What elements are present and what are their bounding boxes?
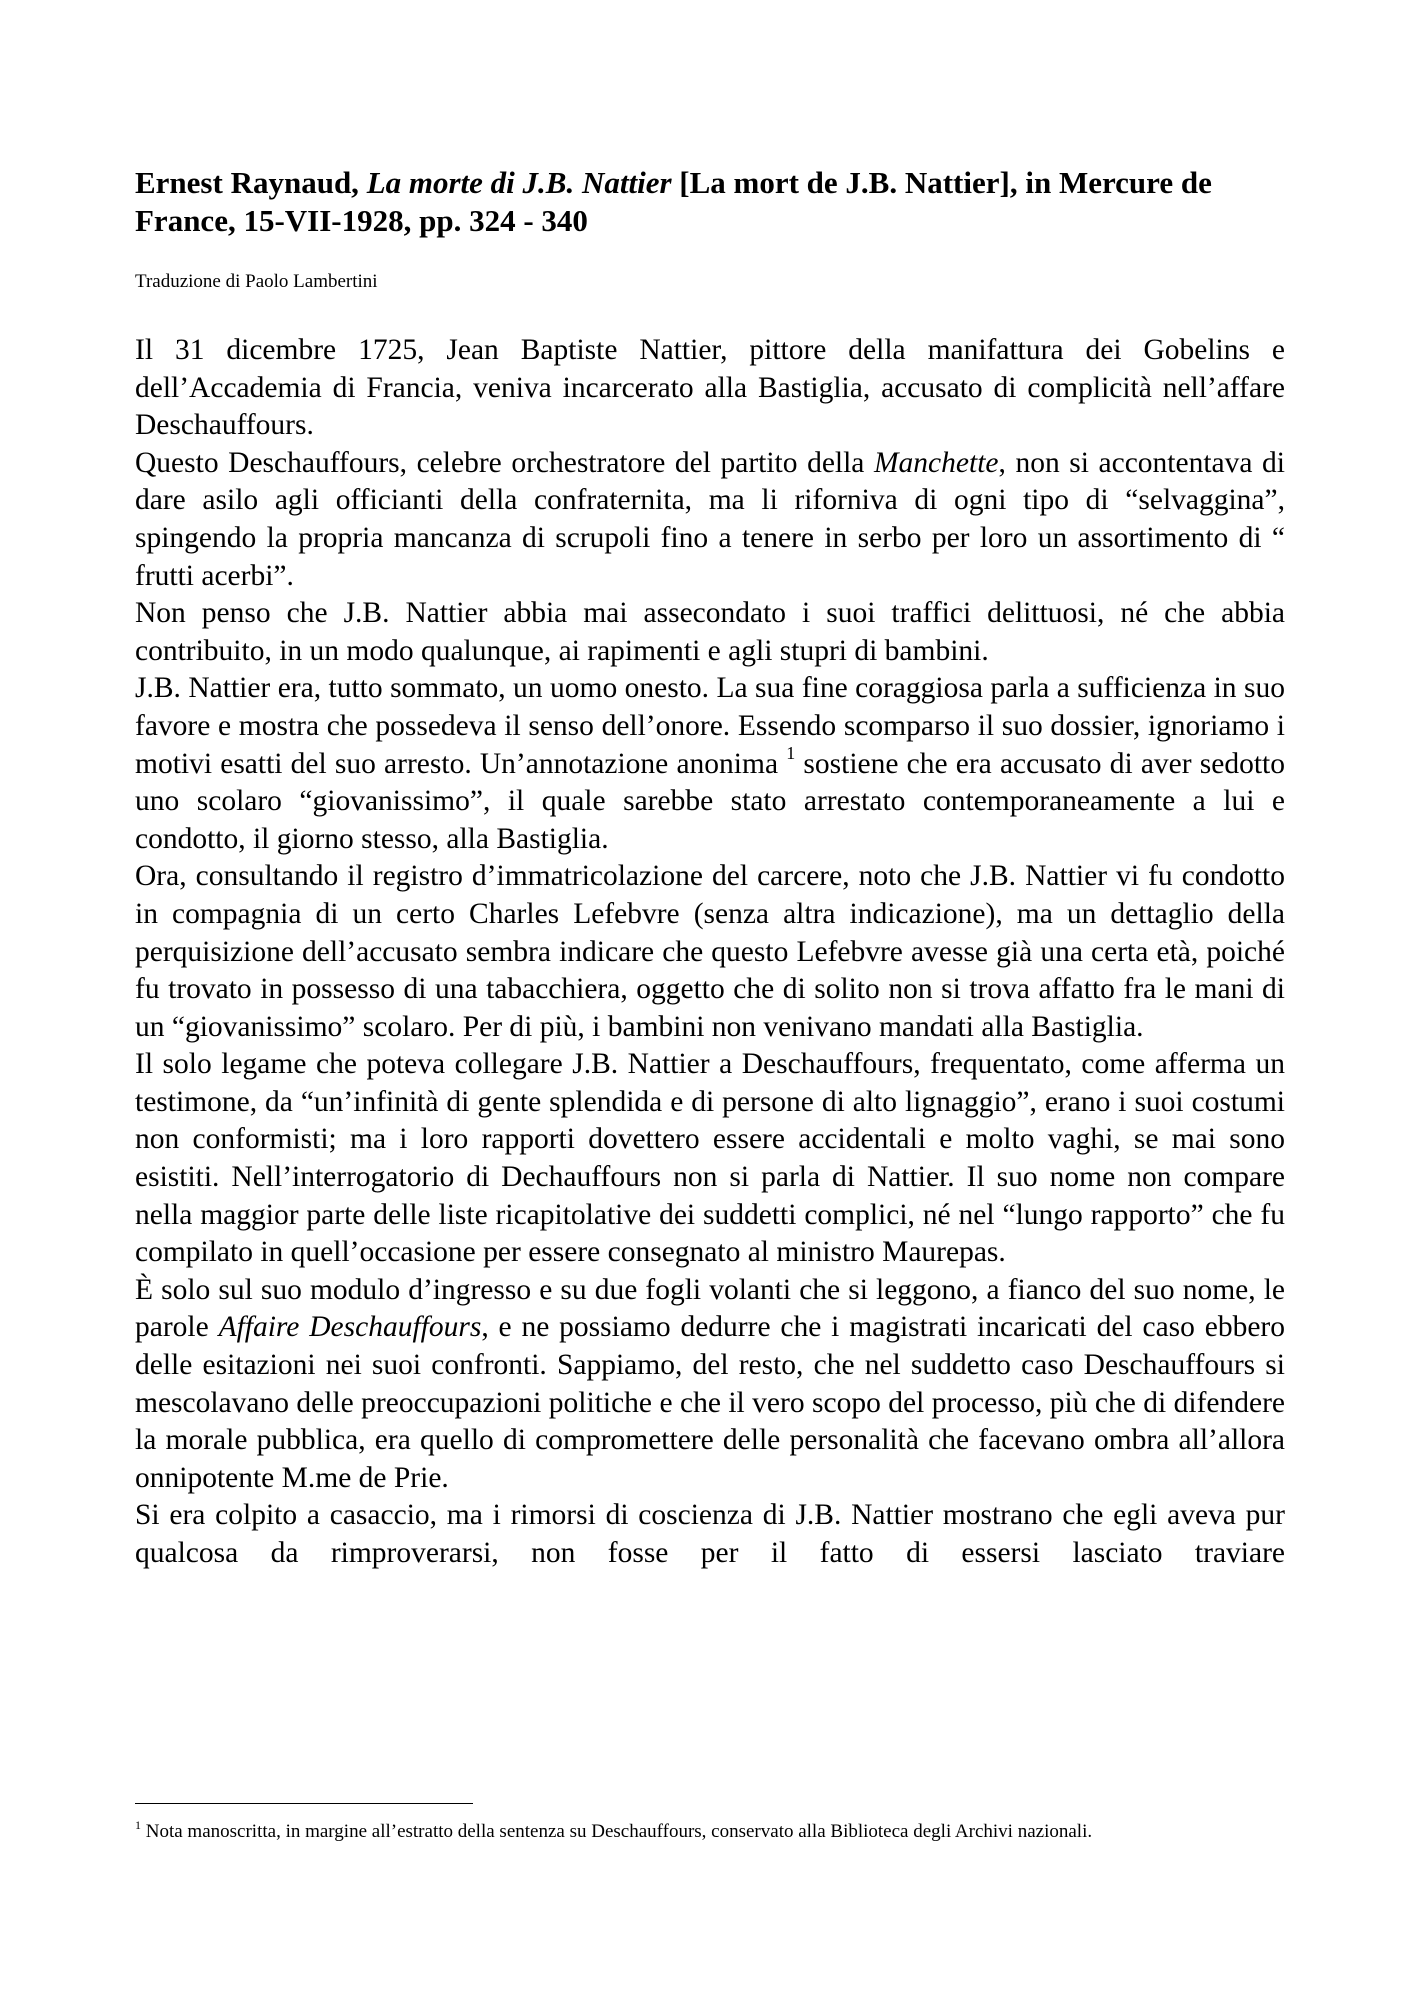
document-page [135, 164, 1285, 1573]
paragraph-5: Ora, consultando il registro d’immatricolazione del carcere, noto che J.B. Nattier vi fu condotto in compagnia di un certo Charles Lefebvre (senza altra indicazione), ma un dettaglio della perquisizione dell’accusato sembra indicare che questo Lefebvre avesse già una certa età, poiché fu trovato in possesso di una tabacchiera, oggetto che di solito non si trova affatto fra le mani di un “giovanissimo” scolaro. Per di più, i bambini non venivano mandati alla Bastiglia. [135, 860, 1285, 1043]
paragraph-7-text-b: , e ne possiamo dedurre che i magistrati incaricati del caso ebbero delle esitazioni nei suoi confronti. Sappiamo, del resto, che nel suddetto caso Deschauffours si mescolavano delle preoccupazioni politiche e che il vero scopo del processo, più che di difendere la morale pubblica, era quello di compromettere delle personalità che facevano ombra all’allora onnipotente M.me de Prie. [135, 1311, 1285, 1494]
title-italic: La morte di J.B. Nattier [366, 165, 672, 200]
paragraph-2 [135, 445, 1285, 595]
footnote-number: 1 [135, 1818, 141, 1832]
footnote-reference: 1 [786, 742, 796, 763]
paragraph-2-text-a: Questo Deschauffours, celebre orchestratore del partito della [135, 446, 874, 479]
paragraph-7-italic: Affaire Deschauffours [218, 1311, 482, 1344]
footnote [135, 1820, 1285, 1844]
footnote-divider [135, 1803, 473, 1804]
paragraph-6: Il solo legame che poteva collegare J.B. Nattier a Deschauffours, frequentato, come afferma un testimone, da “un’infinità di gente splendida e di persone di alto lignaggio”, erano i suoi costumi non conformisti; ma i loro rapporti dovettero essere accidentali e molto vaghi, se mai sono esistiti. Nell’interrogatorio di Dechauffours non si parla di Nattier. Il suo nome non compare nella maggior parte delle liste ricapitolative dei suddetti complici, né nel “lungo rapporto” che fu compilato in quell’occasione per essere consegnato al ministro Maurepas. [135, 1048, 1285, 1269]
paragraph-2-text-b: , non si accontentava di dare asilo agli officianti della confraternita, ma li riforniva di ogni tipo di “selvaggina”, spingendo la propria mancanza di scrupoli fino a tenere in serbo per loro un assortimento di “ frutti acerbi”. [135, 446, 1286, 592]
paragraph-4 [135, 670, 1285, 858]
footnote-text: Nota manoscritta, in margine all’estratto della sentenza su Deschauffours, conservato alla Biblioteca degli Archivi nazionali. [141, 1821, 1093, 1842]
paragraph-1: Il 31 dicembre 1725, Jean Baptiste Nattier, pittore della manifattura dei Gobelins e dell’Accademia di Francia, veniva incarcerato alla Bastiglia, accusato di complicità nell’affare Deschauffours. [135, 334, 1285, 442]
paragraph-8: Si era colpito a casaccio, ma i rimorsi di coscienza di J.B. Nattier mostrano che egli aveva pur qualcosa da rimproverarsi, non fosse per il fatto di essersi lasciato traviare [135, 1499, 1285, 1569]
title-publication: [La mort de J.B. Nattier], in Mercure de France, 15-VII-1928, pp. 324 - 340 [135, 165, 1212, 238]
paragraph-7 [135, 1272, 1285, 1498]
paragraph-3: Non penso che J.B. Nattier abbia mai assecondato i suoi traffici delittuosi, né che abbia contribuito, in un modo qualunque, ai rapimenti e agli stupri di bambini. [135, 597, 1285, 667]
document-title [135, 164, 1285, 240]
paragraph-4-text-b: sostiene che era accusato di aver sedotto uno scolaro “giovanissimo”, il quale sarebbe stato arrestato contemporaneamente a lui e condotto, il giorno stesso, alla Bastiglia. [135, 747, 1285, 855]
paragraph-2-italic: Manchette [873, 446, 999, 479]
title-author: Ernest Raynaud, [135, 165, 359, 200]
paragraph-7-text-a: È solo sul suo modulo d’ingresso e su due fogli volanti che si leggono, a fianco del suo nome, le parole [135, 1273, 1285, 1344]
paragraph-4-text-a: J.B. Nattier era, tutto sommato, un uomo onesto. La sua fine coraggiosa parla a sufficienza in suo favore e mostra che possedeva il senso dell’onore. Essendo scomparso il suo dossier, ignoriamo i motivi esatti del suo arresto. Un’annotazione anonima [135, 672, 1285, 780]
body-text [135, 332, 1285, 1573]
translator-credit: Traduzione di Paolo Lambertini [135, 271, 378, 292]
